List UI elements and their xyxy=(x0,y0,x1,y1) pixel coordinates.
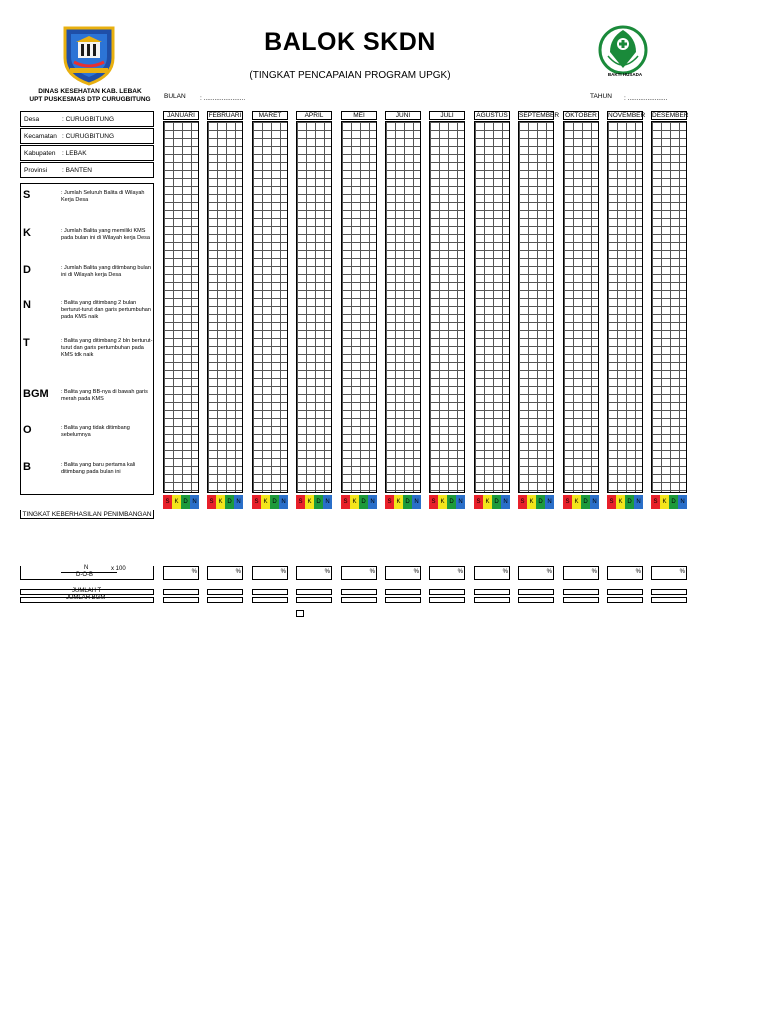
info-key: Kecamatan xyxy=(24,132,57,140)
skdn-cell: K xyxy=(438,495,447,509)
skdn-cell: D xyxy=(403,495,412,509)
month-grid[interactable] xyxy=(296,121,332,493)
bakti-husada-text: BAKTI HUSADA xyxy=(607,72,643,77)
month-label: APRIL xyxy=(296,111,332,120)
skdn-cell: D xyxy=(225,495,234,509)
info-key: Kabupaten xyxy=(24,149,56,157)
skdn-cell: D xyxy=(359,495,368,509)
percentage-box[interactable]: % xyxy=(163,566,199,580)
legend-letter: N xyxy=(23,299,31,311)
bulan-value[interactable]: : ....................... xyxy=(200,95,246,102)
skdn-cell: N xyxy=(279,495,288,509)
skdn-cell: K xyxy=(660,495,669,509)
skdn-bar xyxy=(341,495,377,509)
skdn-bar xyxy=(563,495,599,509)
bulan-label: BULAN xyxy=(164,93,186,100)
info-row xyxy=(20,111,154,127)
skdn-cell: S xyxy=(341,495,350,509)
month-label: JUNI xyxy=(385,111,421,120)
skdn-cell: S xyxy=(385,495,394,509)
month-grid[interactable] xyxy=(385,121,421,493)
skdn-bar xyxy=(207,495,243,509)
jumlah-bgm-cell[interactable] xyxy=(252,597,288,603)
jumlah-t-cell[interactable] xyxy=(252,589,288,595)
jumlah-bgm-cell[interactable] xyxy=(651,597,687,603)
month-grid[interactable] xyxy=(252,121,288,493)
skdn-cell: N xyxy=(590,495,599,509)
formula-multiplier: x 100 xyxy=(111,566,126,572)
skdn-cell: D xyxy=(314,495,323,509)
info-key: Provinsi xyxy=(24,166,48,174)
legend-description: : Balita yang ditimbang 2 bulan berturut-turut dan garis pertumbuhan pada KMS naik xyxy=(61,300,151,320)
legend-description: : Balita yang tidak ditimbang sebelumnya xyxy=(61,425,130,438)
skdn-cell: N xyxy=(678,495,687,509)
month-label: OKTOBER xyxy=(563,111,599,120)
jumlah-bgm-cell[interactable] xyxy=(563,597,599,603)
skdn-cell: S xyxy=(296,495,305,509)
skdn-bar xyxy=(474,495,510,509)
skdn-cell: K xyxy=(305,495,314,509)
jumlah-t-cell[interactable] xyxy=(296,589,332,595)
percentage-box[interactable]: % xyxy=(385,566,421,580)
month-grid[interactable] xyxy=(518,121,554,493)
legend-letter: T xyxy=(23,337,30,349)
percentage-box[interactable]: % xyxy=(252,566,288,580)
legend-description: : Balita yang ditimbang 2 bln berturut-turut dan garis pertumbuhan pada KMS tdk naik xyxy=(61,338,153,358)
skdn-bar xyxy=(385,495,421,509)
skdn-cell: N xyxy=(456,495,465,509)
legend-letter: B xyxy=(23,461,31,473)
percentage-box[interactable]: % xyxy=(651,566,687,580)
skdn-cell: K xyxy=(572,495,581,509)
org-line-1: DINAS KESEHATAN KAB. LEBAK xyxy=(38,88,142,95)
jumlah-bgm-cell[interactable] xyxy=(207,597,243,603)
district-logo xyxy=(62,24,116,86)
skdn-cell: K xyxy=(350,495,359,509)
legend-letter: D xyxy=(23,264,31,276)
formula-numerator: N xyxy=(84,565,89,571)
info-row xyxy=(20,145,154,161)
info-row xyxy=(20,128,154,144)
page-subtitle: (TINGKAT PENCAPAIAN PROGRAM UPGK) xyxy=(249,70,451,81)
jumlah-t-cell[interactable] xyxy=(563,589,599,595)
info-value[interactable]: : BANTEN xyxy=(62,166,92,174)
skdn-cell: S xyxy=(163,495,172,509)
month-grid[interactable] xyxy=(651,121,687,493)
jumlah-bgm-cell[interactable] xyxy=(296,597,332,603)
skdn-cell: S xyxy=(518,495,527,509)
skdn-cell: N xyxy=(545,495,554,509)
skdn-cell: S xyxy=(429,495,438,509)
jumlah-t-cell[interactable] xyxy=(651,589,687,595)
jumlah-bgm-cell[interactable] xyxy=(163,597,199,603)
month-grid[interactable] xyxy=(341,121,377,493)
skdn-cell: S xyxy=(252,495,261,509)
skdn-legend xyxy=(20,183,154,495)
month-label: NOVEMBER xyxy=(608,112,646,119)
formula-denominator: D-O-B xyxy=(76,572,93,578)
info-value[interactable]: : CURUGBITUNG xyxy=(62,115,114,123)
month-label: MARET xyxy=(252,111,288,120)
skdn-cell: N xyxy=(323,495,332,509)
page-title: BALOK SKDN xyxy=(264,28,436,56)
jumlah-t-cell[interactable] xyxy=(518,589,554,595)
month-label: AGUSTUS xyxy=(474,111,510,120)
skdn-bar xyxy=(651,495,687,509)
skdn-cell: D xyxy=(536,495,545,509)
skdn-cell: K xyxy=(261,495,270,509)
skdn-cell: S xyxy=(207,495,216,509)
month-grid[interactable] xyxy=(207,121,243,493)
legend-letter: S xyxy=(23,189,31,201)
skdn-cell: K xyxy=(616,495,625,509)
district-emblem-icon xyxy=(62,24,116,86)
month-grid[interactable] xyxy=(607,121,643,493)
success-label: TINGKAT KEBERHASILAN PENIMBANGAN xyxy=(22,511,152,518)
jumlah-bgm-cell[interactable] xyxy=(607,597,643,603)
legend-letter: K xyxy=(23,227,31,239)
skdn-cell: K xyxy=(172,495,181,509)
skdn-bar xyxy=(252,495,288,509)
skdn-cell: N xyxy=(368,495,377,509)
skdn-cell: D xyxy=(270,495,279,509)
month-grid[interactable] xyxy=(163,121,199,493)
month-label: JANUARI xyxy=(163,111,199,120)
tahun-label: TAHUN xyxy=(590,93,612,100)
info-value[interactable]: : LEBAK xyxy=(62,149,87,157)
info-key: Desa xyxy=(24,115,40,123)
skdn-cell: K xyxy=(483,495,492,509)
percentage-box[interactable]: % xyxy=(341,566,377,580)
percentage-box[interactable]: % xyxy=(207,566,243,580)
jumlah-t-cell[interactable] xyxy=(385,589,421,595)
month-label: MEI xyxy=(341,111,377,120)
tahun-value[interactable]: : ...................... xyxy=(624,95,668,102)
skdn-bar xyxy=(429,495,465,509)
success-label-box xyxy=(20,510,154,519)
percentage-box[interactable]: % xyxy=(474,566,510,580)
small-checkbox[interactable] xyxy=(296,610,304,617)
skdn-cell: K xyxy=(527,495,536,509)
jumlah-bgm-cell[interactable] xyxy=(474,597,510,603)
jumlah-t-cell[interactable] xyxy=(429,589,465,595)
month-label: FEBRUARI xyxy=(208,112,242,119)
month-grid[interactable] xyxy=(563,121,599,493)
jumlah-t-cell[interactable] xyxy=(163,589,199,595)
skdn-cell: S xyxy=(607,495,616,509)
skdn-cell: D xyxy=(581,495,590,509)
skdn-cell: D xyxy=(492,495,501,509)
skdn-bar xyxy=(607,495,643,509)
percentage-box[interactable]: % xyxy=(296,566,332,580)
skdn-cell: S xyxy=(563,495,572,509)
legend-letter: BGM xyxy=(23,388,49,400)
org-line-2: UPT PUSKESMAS DTP CURUGBITUNG xyxy=(29,96,151,103)
legend-description: : Balita yang baru pertama kali ditimbang pada bulan ini xyxy=(61,462,136,475)
legend-description: : Balita yang BB-nya di bawah garis merah pada KMS xyxy=(61,389,148,402)
jumlah-t-label: JUMLAH T xyxy=(72,588,102,594)
formula-box xyxy=(20,566,154,580)
jumlah-t-cell[interactable] xyxy=(607,589,643,595)
jumlah-bgm-cell[interactable] xyxy=(429,597,465,603)
skdn-cell: S xyxy=(651,495,660,509)
skdn-cell: N xyxy=(501,495,510,509)
skdn-cell: N xyxy=(634,495,643,509)
jumlah-t-cell[interactable] xyxy=(341,589,377,595)
legend-description: : Jumlah Balita yang ditimbang bulan ini di Wilayah kerja Desa xyxy=(61,265,151,278)
skdn-bar xyxy=(518,495,554,509)
skdn-cell: N xyxy=(190,495,199,509)
skdn-cell: D xyxy=(669,495,678,509)
info-value[interactable]: : CURUGBITUNG xyxy=(62,132,114,140)
skdn-cell: N xyxy=(412,495,421,509)
month-label: DESEMBER xyxy=(652,112,689,119)
skdn-bar xyxy=(163,495,199,509)
legend-description: : Jumlah Balita yang memiliki KMS pada bulan ini di Wilayah kerja Desa xyxy=(61,228,150,241)
skdn-cell: N xyxy=(234,495,243,509)
jumlah-t-cell[interactable] xyxy=(474,589,510,595)
jumlah-t-cell[interactable] xyxy=(207,589,243,595)
jumlah-bgm-label: JUMLAH BGM xyxy=(66,595,106,601)
jumlah-bgm-cell[interactable] xyxy=(518,597,554,603)
info-row xyxy=(20,162,154,178)
skdn-cell: K xyxy=(216,495,225,509)
jumlah-bgm-cell[interactable] xyxy=(341,597,377,603)
percentage-box[interactable]: % xyxy=(518,566,554,580)
month-grid[interactable] xyxy=(474,121,510,493)
skdn-cell: D xyxy=(447,495,456,509)
org-name xyxy=(20,88,160,104)
month-label: JULI xyxy=(429,111,465,120)
percentage-box[interactable]: % xyxy=(563,566,599,580)
month-label: SEPTEMBER xyxy=(519,112,560,119)
skdn-cell: D xyxy=(181,495,190,509)
skdn-cell: S xyxy=(474,495,483,509)
skdn-cell: K xyxy=(394,495,403,509)
month-grid[interactable] xyxy=(429,121,465,493)
skdn-bar xyxy=(296,495,332,509)
jumlah-bgm-cell[interactable] xyxy=(385,597,421,603)
percentage-box[interactable]: % xyxy=(429,566,465,580)
legend-description: : Jumlah Seluruh Balita di Wilayah Kerja Desa xyxy=(61,190,145,203)
skdn-cell: D xyxy=(625,495,634,509)
percentage-box[interactable]: % xyxy=(607,566,643,580)
legend-letter: O xyxy=(23,424,32,436)
